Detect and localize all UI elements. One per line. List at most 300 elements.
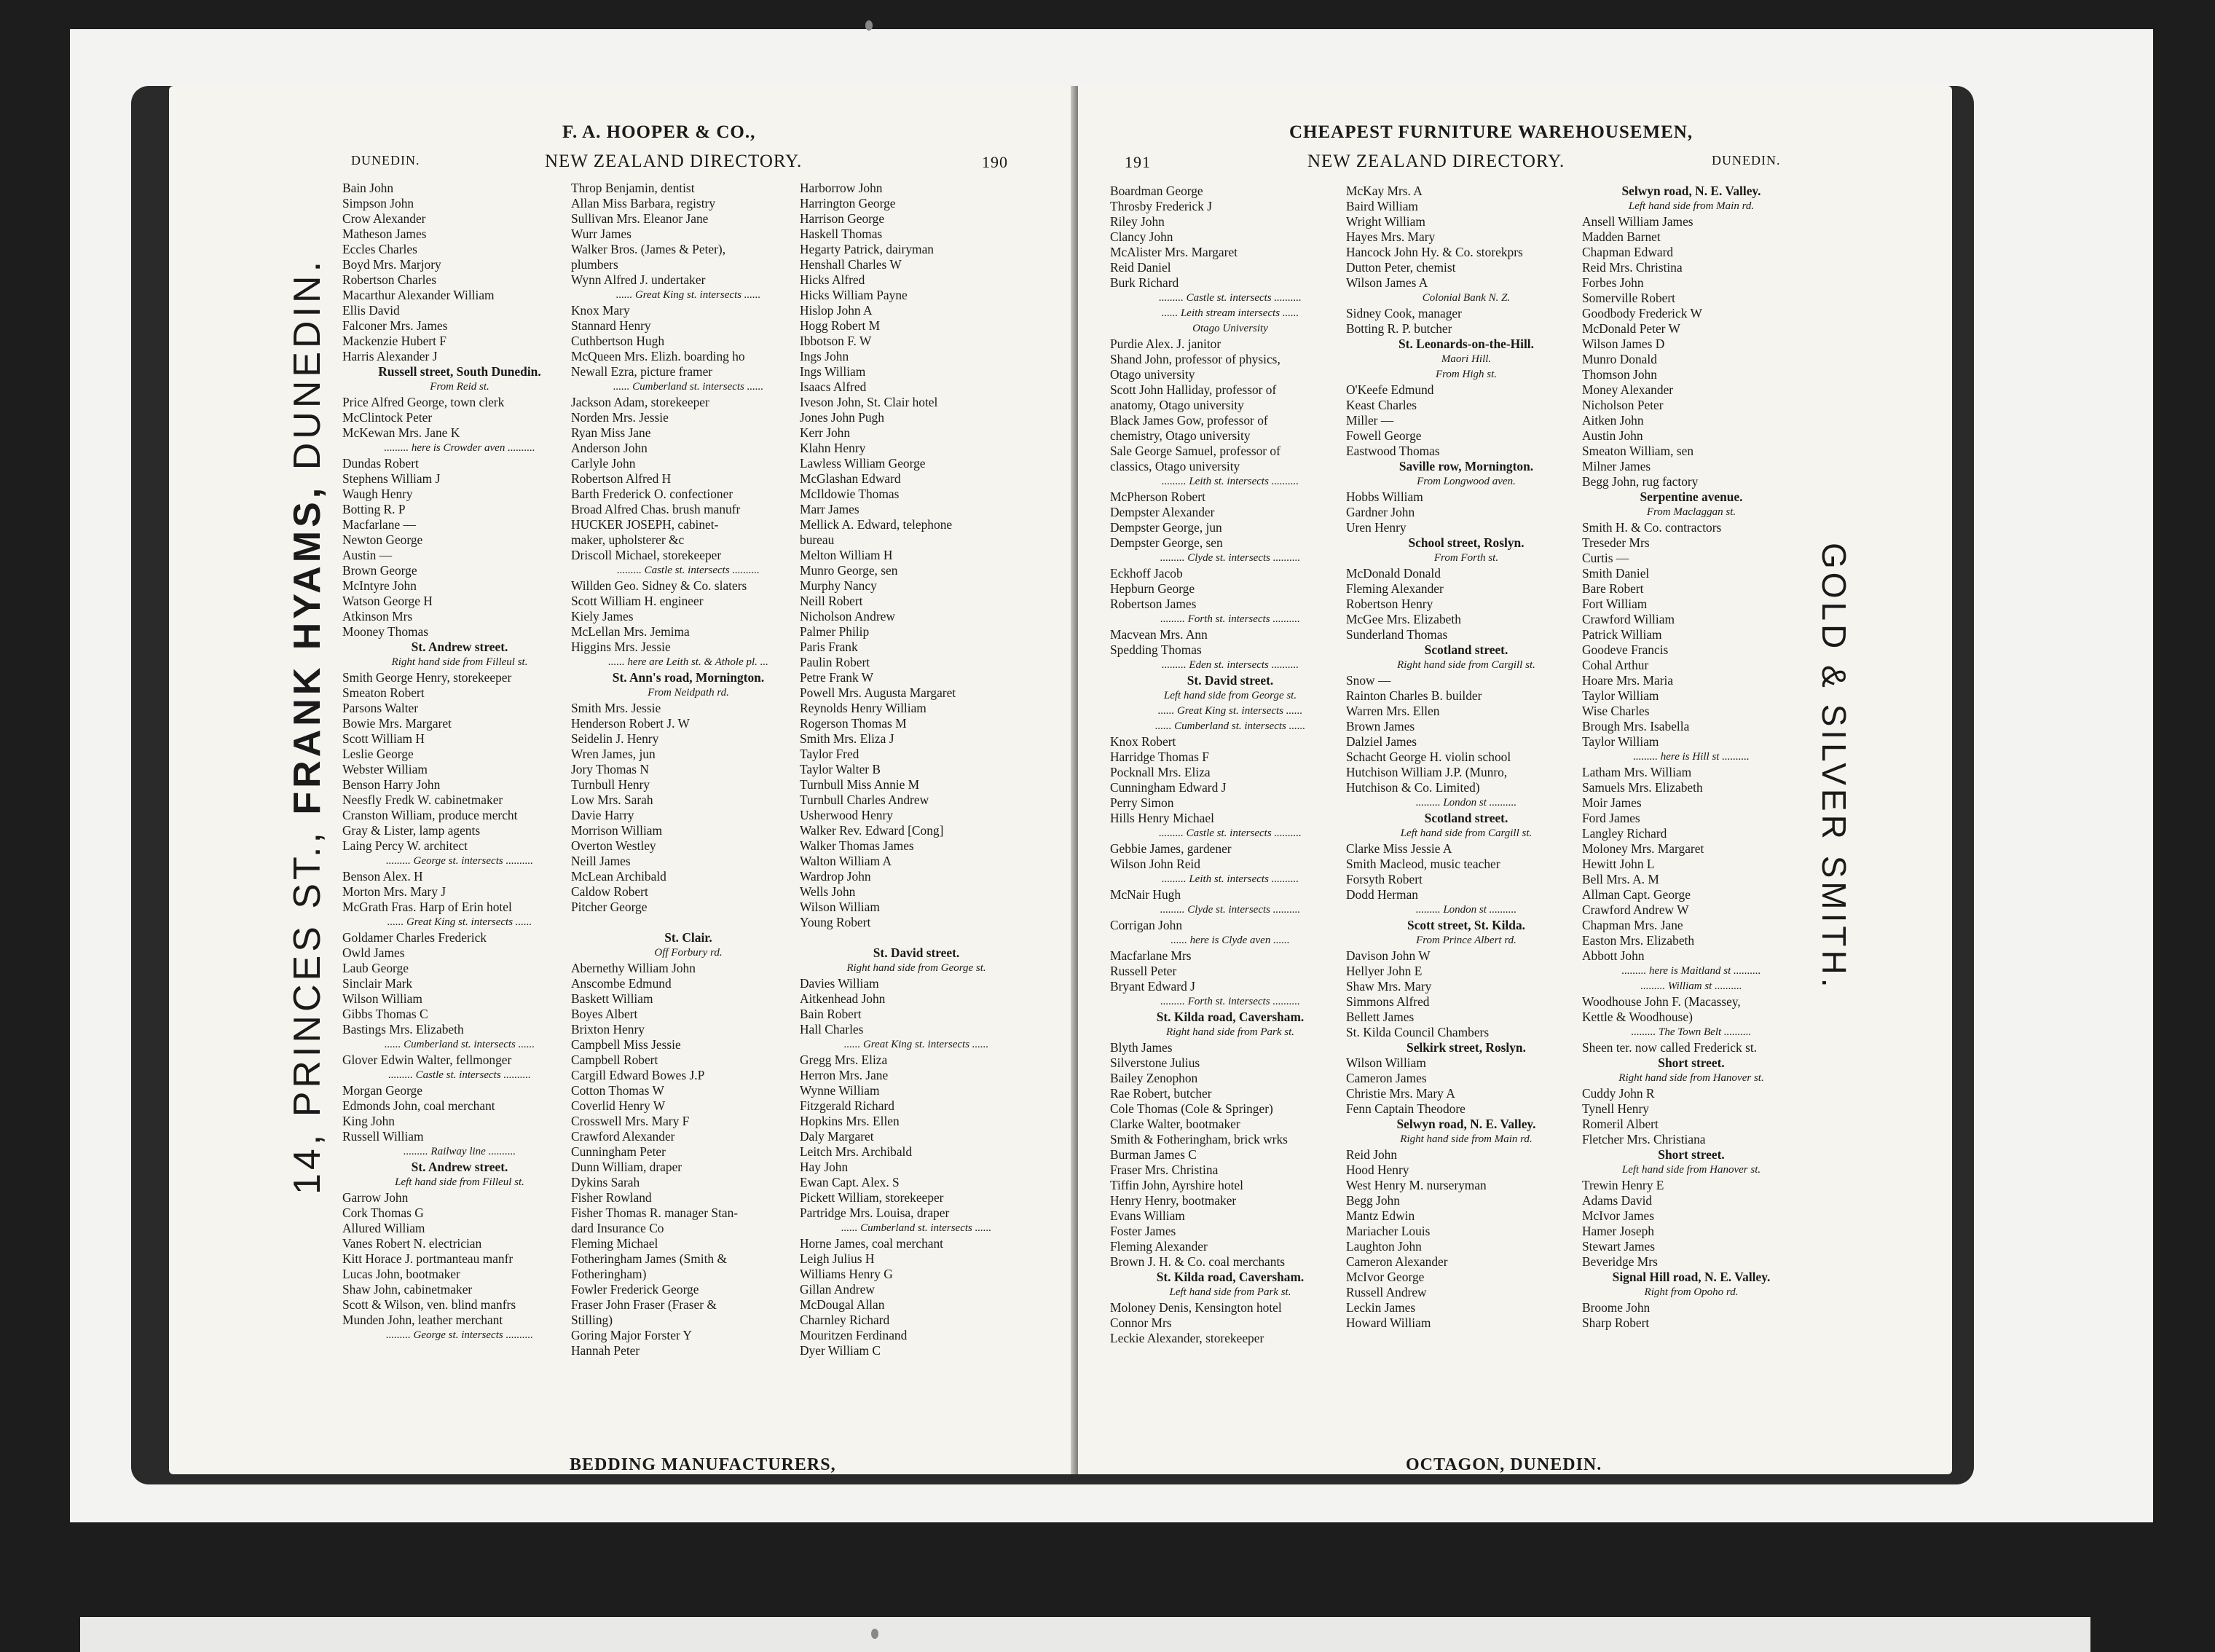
directory-entry: St. Kilda road, Caversham. — [1156, 1270, 1305, 1284]
directory-entry: Hobbs William — [1346, 489, 1423, 504]
directory-entry: ......... Eden st. intersects .......... — [1161, 659, 1299, 671]
directory-entry: Right hand side from Main rd. — [1400, 1133, 1533, 1145]
directory-entry: Austin — — [342, 548, 393, 562]
directory-entry: Smith George Henry, storekeeper — [342, 670, 512, 685]
directory-entry: Reid John — [1346, 1147, 1398, 1162]
directory-entry: Barth Frederick O. confectioner — [571, 487, 733, 501]
directory-entry: Wynn Alfred J. undertaker — [571, 272, 706, 287]
directory-entry: Bryant Edward J — [1110, 979, 1195, 994]
directory-entry: Caldow Robert — [571, 884, 648, 899]
directory-entry: ......... here is Maitland st .......... — [1621, 965, 1761, 977]
directory-entry: Left hand side from Filleul st. — [395, 1176, 524, 1188]
directory-entry: Leitch Mrs. Archibald — [800, 1144, 913, 1159]
film-strip-edge — [80, 1617, 2090, 1652]
directory-entry: Dalziel James — [1346, 734, 1417, 749]
directory-entry: Fleming Michael — [571, 1236, 658, 1251]
directory-entry: Harris Alexander J — [342, 349, 438, 363]
directory-entry: Macvean Mrs. Ann — [1110, 627, 1208, 642]
directory-entry: Wurr James — [571, 227, 632, 241]
directory-entry: McDougal Allan — [800, 1297, 885, 1312]
directory-entry: Sharp Robert — [1582, 1315, 1650, 1330]
directory-entry: Mouritzen Ferdinand — [800, 1328, 908, 1342]
directory-entry: Herron Mrs. Jane — [800, 1068, 889, 1082]
directory-entry: From Neidpath rd. — [648, 687, 729, 699]
directory-entry: Spedding Thomas — [1110, 642, 1202, 657]
directory-entry: Moir James — [1582, 795, 1642, 810]
left-header-city: DUNEDIN. — [351, 153, 420, 168]
side-advert-name: FRANK HYAMS, — [286, 484, 328, 815]
directory-entry: Aitkenhead John — [800, 991, 886, 1006]
directory-entry: Horne James, coal merchant — [800, 1236, 944, 1251]
directory-entry: Scott William H. engineer — [571, 594, 704, 608]
directory-entry: HUCKER JOSEPH, cabinet- — [571, 517, 719, 532]
directory-entry: Turnbull Miss Annie M — [800, 777, 920, 792]
directory-entry: Scott William H — [342, 731, 425, 746]
directory-entry: Moloney Denis, Kensington hotel — [1110, 1300, 1282, 1315]
directory-entry: Robertson Alfred H — [571, 471, 672, 486]
directory-entry: Melton William H — [800, 548, 893, 562]
directory-entry: ......... London st .......... — [1415, 904, 1517, 916]
directory-entry: Short street. — [1658, 1147, 1725, 1162]
directory-entry: Clarke Walter, bootmaker — [1110, 1117, 1240, 1131]
directory-entry: Reid Mrs. Christina — [1582, 260, 1683, 275]
directory-entry: Henry Henry, bootmaker — [1110, 1193, 1237, 1208]
directory-entry: From Longwood aven. — [1417, 476, 1516, 487]
directory-entry: Nicholson Andrew — [800, 609, 895, 624]
directory-entry: Howard William — [1346, 1315, 1431, 1330]
directory-entry: Smith Mrs. Jessie — [571, 701, 661, 715]
directory-entry: From Reid st. — [430, 381, 489, 393]
directory-entry: Leigh Julius H — [800, 1251, 875, 1266]
directory-entry: Langley Richard — [1582, 826, 1667, 841]
directory-entry: Falconer Mrs. James — [342, 318, 448, 333]
directory-entry: Beveridge Mrs — [1582, 1254, 1658, 1269]
directory-entry: Gardner John — [1346, 505, 1415, 519]
directory-entry: Hewitt John L — [1582, 857, 1655, 871]
directory-entry: St. David street. — [873, 945, 960, 960]
directory-entry: Right hand side from Hanover st. — [1618, 1072, 1764, 1084]
directory-entry: Driscoll Michael, storekeeper — [571, 548, 722, 562]
directory-entry: King John — [342, 1114, 395, 1128]
directory-entry: Newton George — [342, 532, 423, 547]
directory-entry: Cork Thomas G — [342, 1205, 424, 1220]
right-header-title: NEW ZEALAND DIRECTORY. — [1307, 152, 1565, 171]
directory-entry: Christie Mrs. Mary A — [1346, 1086, 1455, 1101]
directory-entry: McNair Hugh — [1110, 887, 1181, 902]
directory-entry: Begg John, rug factory — [1582, 474, 1699, 489]
directory-entry: Allan Miss Barbara, registry — [571, 196, 716, 211]
directory-entry: From Maclaggan st. — [1646, 506, 1736, 518]
directory-entry: Pocknall Mrs. Eliza — [1110, 765, 1211, 779]
directory-entry: Gebbie James, gardener — [1110, 841, 1232, 856]
directory-entry: Charnley Richard — [800, 1313, 890, 1327]
directory-entry: Lawless William George — [800, 456, 926, 471]
directory-entry: Harridge Thomas F — [1110, 750, 1209, 764]
directory-entry: Tynell Henry — [1582, 1101, 1649, 1116]
directory-entry: Treseder Mrs — [1582, 535, 1650, 550]
directory-entry: Isaacs Alfred — [800, 379, 867, 394]
directory-entry: Crawford Andrew W — [1582, 902, 1689, 917]
directory-entry: Ings William — [800, 364, 866, 379]
directory-entry: Sheen ter. now called Frederick st. — [1582, 1040, 1758, 1055]
directory-entry: Boyd Mrs. Marjory — [342, 257, 441, 272]
directory-entry: Dempster George, jun — [1110, 520, 1222, 535]
directory-entry: Hancock John Hy. & Co. storekprs — [1346, 245, 1523, 259]
directory-entry: Goodbody Frederick W — [1582, 306, 1702, 320]
directory-entry: Morton Mrs. Mary J — [342, 884, 446, 899]
left-column-2 — [571, 181, 806, 1358]
directory-entry: St. Andrew street. — [411, 1160, 508, 1174]
directory-entry: Goldamer Charles Frederick — [342, 930, 487, 945]
directory-entry: Smeaton Robert — [342, 685, 425, 700]
directory-entry: Scott John Halliday, professor of — [1110, 382, 1277, 397]
directory-entry: McDonald Donald — [1346, 566, 1441, 581]
directory-entry: Robertson James — [1110, 597, 1197, 611]
directory-entry: Mariacher Louis — [1346, 1224, 1431, 1238]
directory-entry: Sinclair Mark — [342, 976, 413, 991]
directory-entry: Maori Hill. — [1441, 353, 1492, 365]
directory-entry: Chapman Edward — [1582, 245, 1674, 259]
directory-entry: Hills Henry Michael — [1110, 811, 1214, 825]
directory-entry: McIntyre John — [342, 578, 417, 593]
directory-entry: Aitken John — [1582, 413, 1644, 428]
directory-entry: Atkinson Mrs — [342, 609, 413, 624]
directory-entry: Gibbs Thomas C — [342, 1007, 428, 1021]
directory-entry: ......... Leith st. intersects .......... — [1161, 476, 1299, 487]
directory-entry: St. Kilda road, Caversham. — [1156, 1010, 1305, 1024]
directory-entry: Dempster Alexander — [1110, 505, 1215, 519]
right-footer-advert: OCTAGON, DUNEDIN. — [1406, 1455, 1602, 1474]
directory-entry: ...... here is Clyde aven ...... — [1171, 935, 1290, 946]
directory-entry: Hood Henry — [1346, 1163, 1409, 1177]
directory-entry: Left hand side from Hanover st. — [1621, 1164, 1761, 1176]
directory-entry: Carlyle John — [571, 456, 636, 471]
directory-entry: Jones John Pugh — [800, 410, 884, 425]
directory-entry: ...... Cumberland st. intersects ...... — [384, 1039, 535, 1050]
directory-entry: ...... Great King st. intersects ...... — [843, 1039, 989, 1050]
right-column-2 — [1346, 184, 1586, 1331]
directory-entry: Seidelin J. Henry — [571, 731, 659, 746]
directory-entry: Parsons Walter — [342, 701, 419, 715]
directory-entry: Kettle & Woodhouse) — [1582, 1010, 1693, 1024]
directory-entry: Hislop John A — [800, 303, 873, 318]
directory-entry: Taylor William — [1582, 734, 1659, 749]
directory-entry: Hay John — [800, 1160, 849, 1174]
directory-entry: McGee Mrs. Elizabeth — [1346, 612, 1461, 626]
directory-entry: Wells John — [800, 884, 856, 899]
left-header-advert: F. A. HOOPER & CO., — [562, 122, 756, 142]
directory-entry: Harborrow John — [800, 181, 883, 195]
directory-entry: Neesfly Fredk W. cabinetmaker — [342, 792, 503, 807]
directory-entry: McLellan Mrs. Jemima — [571, 624, 690, 639]
directory-entry: Hoare Mrs. Maria — [1582, 673, 1674, 688]
directory-entry: Latham Mrs. William — [1582, 765, 1692, 779]
directory-entry: Smeaton William, sen — [1582, 444, 1694, 458]
directory-entry: Newall Ezra, picture framer — [571, 364, 713, 379]
gold-silver-smith-side-advert: GOLD & SILVER SMITH. — [1815, 543, 1853, 991]
directory-entry: McPherson Robert — [1110, 489, 1205, 504]
directory-entry: West Henry M. nurseryman — [1346, 1178, 1487, 1192]
directory-entry: ......... George st. intersects .......... — [386, 1329, 533, 1341]
directory-entry: Scotland street. — [1424, 811, 1508, 825]
directory-entry: ......... Castle st. intersects .......... — [388, 1069, 531, 1081]
directory-entry: Taylor Fred — [800, 747, 859, 761]
directory-entry: Ellis David — [342, 303, 400, 318]
directory-entry: Bain Robert — [800, 1007, 862, 1021]
directory-entry: Fleming Alexander — [1110, 1239, 1208, 1254]
directory-entry: Schacht George H. violin school — [1346, 750, 1511, 764]
directory-entry: Dutton Peter, chemist — [1346, 260, 1456, 275]
directory-entry: Cohal Arthur — [1582, 658, 1649, 672]
directory-entry: ...... here are Leith st. & Athole pl. ... — [608, 656, 768, 668]
directory-entry: bureau — [800, 532, 835, 547]
directory-entry: Leckie Alexander, storekeeper — [1110, 1331, 1264, 1345]
directory-entry: Purdie Alex. J. janitor — [1110, 337, 1221, 351]
directory-entry: Simpson John — [342, 196, 414, 211]
directory-entry: Bare Robert — [1582, 581, 1644, 596]
directory-entry: Allured William — [342, 1221, 425, 1235]
directory-entry: Fisher Thomas R. manager Stan- — [571, 1205, 739, 1220]
directory-entry: Norden Mrs. Jessie — [571, 410, 669, 425]
directory-entry: Perry Simon — [1110, 795, 1174, 810]
directory-entry: Wilson James A — [1346, 275, 1428, 290]
directory-entry: School street, Roslyn. — [1408, 535, 1524, 550]
directory-entry: Mooney Thomas — [342, 624, 429, 639]
directory-entry: Botting R. P. butcher — [1346, 321, 1452, 336]
directory-entry: Hicks Alfred — [800, 272, 865, 287]
directory-entry: Trewin Henry E — [1582, 1178, 1664, 1192]
directory-entry: ......... Castle st. intersects .......... — [1159, 827, 1302, 839]
directory-entry: Snow — — [1346, 673, 1391, 688]
directory-entry: ...... Leith stream intersects ...... — [1161, 307, 1299, 319]
directory-entry: Paris Frank — [800, 640, 858, 654]
directory-entry: Matheson James — [342, 227, 427, 241]
directory-entry: Cole Thomas (Cole & Springer) — [1110, 1101, 1273, 1116]
directory-entry: ...... Cumberland st. intersects ...... — [1154, 720, 1306, 732]
directory-entry: McQueen Mrs. Elizh. boarding ho — [571, 349, 745, 363]
directory-entry — [800, 930, 1033, 945]
directory-entry: Palmer Philip — [800, 624, 870, 639]
directory-entry: Walker Thomas James — [800, 838, 914, 853]
directory-entry: Shand John, professor of physics, — [1110, 352, 1280, 366]
directory-entry: Eckhoff Jacob — [1110, 566, 1183, 581]
directory-entry: Curtis — — [1582, 551, 1629, 565]
directory-entry: Bowie Mrs. Margaret — [342, 716, 452, 731]
directory-entry: Shaw Mrs. Mary — [1346, 979, 1432, 994]
directory-entry: Munro George, sen — [800, 563, 898, 578]
directory-entry: Macfarlane Mrs — [1110, 948, 1192, 963]
directory-entry: Scotland street. — [1424, 642, 1508, 657]
directory-entry: ......... here is Hill st .......... — [1633, 751, 1750, 763]
directory-entry: Morrison William — [571, 823, 663, 838]
directory-entry: Fisher Rowland — [571, 1190, 652, 1205]
directory-entry: Smith Macleod, music teacher — [1346, 857, 1500, 871]
directory-entry: McIldowie Thomas — [800, 487, 900, 501]
directory-entry: Russell street, South Dunedin. — [378, 364, 541, 379]
directory-entry: McGlashan Edward — [800, 471, 901, 486]
directory-entry: Forbes John — [1582, 275, 1644, 290]
directory-entry: Russell Peter — [1110, 964, 1177, 978]
directory-entry: Chapman Mrs. Jane — [1582, 918, 1683, 932]
directory-entry: Brown James — [1346, 719, 1415, 733]
directory-entry: Taylor William — [1582, 688, 1659, 703]
directory-entry: ...... Great King st. intersects ...... — [615, 289, 761, 301]
directory-entry: Ewan Capt. Alex. S — [800, 1175, 900, 1189]
directory-entry: Klahn Henry — [800, 441, 866, 455]
directory-entry: Right hand side from Filleul st. — [391, 656, 528, 668]
directory-entry: Davies William — [800, 976, 879, 991]
directory-entry: Edmonds John, coal merchant — [342, 1098, 495, 1113]
directory-entry: McAlister Mrs. Margaret — [1110, 245, 1238, 259]
directory-entry: Fraser John Fraser (Fraser & — [571, 1297, 717, 1312]
directory-entry: St. Kilda Council Chambers — [1346, 1025, 1490, 1039]
directory-entry: Higgins Mrs. Jessie — [571, 640, 671, 654]
directory-entry: Left hand side from Cargill st. — [1400, 827, 1533, 839]
directory-entry: Smith Mrs. Eliza J — [800, 731, 894, 746]
directory-entry: Wright William — [1346, 214, 1425, 229]
directory-entry: Coverlid Henry W — [571, 1098, 666, 1113]
directory-entry: ......... Castle st. intersects .......... — [1159, 292, 1302, 304]
directory-entry: Ansell William James — [1582, 214, 1693, 229]
directory-entry: ......... William st .......... — [1640, 980, 1742, 992]
directory-entry: Kerr John — [800, 425, 851, 440]
directory-entry: Glover Edwin Walter, fellmonger — [342, 1053, 512, 1067]
directory-entry: ...... Great King st. intersects ...... — [387, 916, 532, 928]
directory-entry: Fowler Frederick George — [571, 1282, 699, 1297]
directory-entry: Selwyn road, N. E. Valley. — [1621, 184, 1761, 198]
directory-entry: McKay Mrs. A — [1346, 184, 1423, 198]
directory-entry: McDonald Peter W — [1582, 321, 1680, 336]
directory-entry: chemistry, Otago university — [1110, 428, 1251, 443]
directory-entry: Tiffin John, Ayrshire hotel — [1110, 1178, 1243, 1192]
directory-entry: Stilling) — [571, 1313, 613, 1327]
directory-entry: Crow Alexander — [342, 211, 426, 226]
directory-entry: Paulin Robert — [800, 655, 870, 669]
directory-entry: Dundas Robert — [342, 456, 419, 471]
directory-entry: Scott street, St. Kilda. — [1407, 918, 1525, 932]
directory-entry: Bell Mrs. A. M — [1582, 872, 1659, 886]
directory-entry: Powell Mrs. Augusta Margaret — [800, 685, 956, 700]
directory-entry: Dempster George, sen — [1110, 535, 1223, 550]
directory-entry: Allman Capt. George — [1582, 887, 1691, 902]
directory-entry: St. Leonards-on-the-Hill. — [1398, 337, 1534, 351]
directory-entry: Forsyth Robert — [1346, 872, 1423, 886]
directory-entry: Marr James — [800, 502, 859, 516]
directory-entry: ...... Cumberland st. intersects ...... — [613, 381, 764, 393]
directory-entry: Ings John — [800, 349, 849, 363]
directory-entry: Dunn William, draper — [571, 1160, 682, 1174]
directory-entry: Throp Benjamin, dentist — [571, 181, 695, 195]
directory-entry: Dykins Sarah — [571, 1175, 640, 1189]
directory-entry: Austin John — [1582, 428, 1643, 443]
directory-entry: Moloney Mrs. Margaret — [1582, 841, 1704, 856]
directory-entry: Madden Barnet — [1582, 229, 1661, 244]
directory-entry: Walton William A — [800, 854, 892, 868]
directory-entry: ...... Cumberland st. intersects ...... — [841, 1222, 992, 1234]
directory-entry: Hogg Robert M — [800, 318, 881, 333]
film-hole — [871, 1629, 878, 1639]
directory-entry: Samuels Mrs. Elizabeth — [1582, 780, 1703, 795]
directory-entry: Goodeve Francis — [1582, 642, 1669, 657]
directory-entry: Cargill Edward Bowes J.P — [571, 1068, 705, 1082]
directory-entry: Throsby Frederick J — [1110, 199, 1213, 213]
directory-entry: Lucas John, bootmaker — [342, 1267, 460, 1281]
directory-entry: Evans William — [1110, 1208, 1185, 1223]
directory-entry: Kitt Horace J. portmanteau manfr — [342, 1251, 514, 1266]
directory-entry: Benson Alex. H — [342, 869, 423, 884]
directory-entry: Young Robert — [800, 915, 871, 929]
directory-entry: Right hand side from Park st. — [1165, 1026, 1295, 1038]
side-advert-address: 14, PRINCES ST., — [286, 829, 328, 1195]
directory-entry: Hepburn George — [1110, 581, 1195, 596]
right-column-1 — [1110, 184, 1350, 1346]
directory-entry: Reid Daniel — [1110, 260, 1171, 275]
directory-entry: Fenn Captain Theodore — [1346, 1101, 1465, 1116]
directory-entry: Easton Mrs. Elizabeth — [1582, 933, 1695, 948]
directory-entry: Right hand side from Cargill st. — [1397, 659, 1535, 671]
directory-entry: Petre Frank W — [800, 670, 874, 685]
directory-entry — [571, 915, 806, 930]
directory-entry: ......... Railway line .......... — [403, 1146, 516, 1157]
directory-entry: Black James Gow, professor of — [1110, 413, 1268, 428]
directory-entry: Campbell Robert — [571, 1053, 658, 1067]
directory-entry: Jackson Adam, storekeeper — [571, 395, 709, 409]
directory-entry: Williams Henry G — [800, 1267, 893, 1281]
directory-entry: Nicholson Peter — [1582, 398, 1664, 412]
directory-entry: Sullivan Mrs. Eleanor Jane — [571, 211, 709, 226]
directory-entry: Knox Mary — [571, 303, 630, 318]
directory-entry: Davie Harry — [571, 808, 634, 822]
directory-entry: Wilson William — [1346, 1055, 1426, 1070]
directory-entry: Bailey Zenophon — [1110, 1071, 1198, 1085]
directory-entry: ......... London st .......... — [1415, 797, 1517, 809]
directory-entry: Wynne William — [800, 1083, 880, 1098]
directory-entry: Stewart James — [1582, 1239, 1655, 1254]
directory-entry: Somerville Robert — [1582, 291, 1675, 305]
directory-entry: Walker Rev. Edward [Cong] — [800, 823, 944, 838]
directory-entry: Leckin James — [1346, 1300, 1416, 1315]
directory-entry: Fowell George — [1346, 428, 1422, 443]
directory-entry: Morgan George — [342, 1083, 422, 1098]
directory-entry: St. David street. — [1187, 673, 1274, 688]
frank-hyams-side-advert — [286, 258, 329, 1195]
right-header-city: DUNEDIN. — [1712, 153, 1781, 168]
directory-entry: Hannah Peter — [571, 1343, 640, 1358]
directory-entry: Neill James — [571, 854, 631, 868]
directory-entry: Munro Donald — [1582, 352, 1657, 366]
directory-entry: Benson Harry John — [342, 777, 441, 792]
directory-entry: Robertson Charles — [342, 272, 436, 287]
directory-entry: Simmons Alfred — [1346, 994, 1430, 1009]
directory-entry: Wise Charles — [1582, 704, 1650, 718]
directory-entry: Fleming Alexander — [1346, 581, 1444, 596]
directory-entry: Hutchison & Co. Limited) — [1346, 780, 1480, 795]
directory-entry: McKewan Mrs. Jane K — [342, 425, 460, 440]
directory-entry: St. Andrew street. — [411, 640, 508, 654]
directory-entry: ......... Leith st. intersects .......... — [1161, 873, 1299, 885]
directory-entry: ......... Clyde st. intersects .......... — [1160, 552, 1301, 564]
directory-entry: Waugh Henry — [342, 487, 413, 501]
directory-entry: Stephens William J — [342, 471, 441, 486]
directory-entry: Bastings Mrs. Elizabeth — [342, 1022, 464, 1037]
directory-entry: Patrick William — [1582, 627, 1662, 642]
directory-entry: Russell Andrew — [1346, 1285, 1427, 1299]
directory-entry: Crawford Alexander — [571, 1129, 675, 1144]
directory-entry: Romeril Albert — [1582, 1117, 1659, 1131]
right-header-advert: CHEAPEST FURNITURE WAREHOUSEMEN, — [1289, 122, 1693, 142]
directory-entry: Low Mrs. Sarah — [571, 792, 653, 807]
directory-entry: Baskett William — [571, 991, 653, 1006]
